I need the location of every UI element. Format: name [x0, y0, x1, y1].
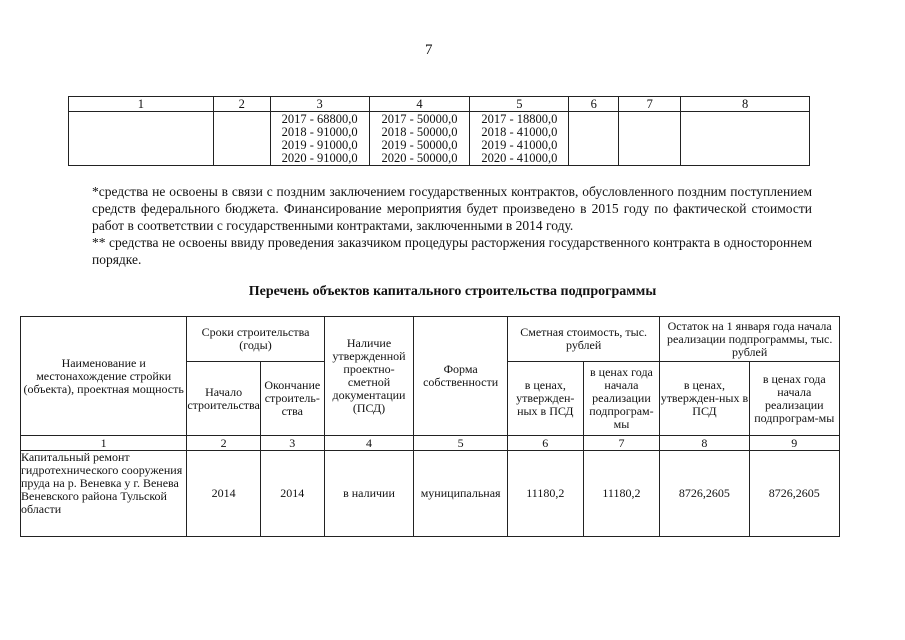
psd-status: в наличии	[324, 451, 414, 537]
footnote-1: *средства не освоены в связи с поздним заключением государственных контрактов, обусловленного поздним поступлением средств федерального бюджета. Финансирование мероприятия будет произведено в 2015 году по фактической стоимости работ в соответствии с государственными контрактами, заключенными в 2014 году.	[92, 184, 812, 233]
footnote-2: ** средства не освоены ввиду проведения заказчиком процедуры расторжения государственного контракта в одностороннем порядке.	[92, 235, 812, 267]
col-header: 7	[619, 97, 681, 112]
table-row	[21, 451, 840, 537]
funding-col5: 2017 - 18800,0 2018 - 41000,0 2019 - 41000,0 2020 - 41000,0	[470, 112, 569, 166]
ownership-form: муниципальная	[414, 451, 508, 537]
col-header: 5	[470, 97, 569, 112]
col-header: 1	[69, 97, 214, 112]
balance-start-year: 8726,2605	[749, 451, 839, 537]
page-number: 7	[425, 42, 433, 58]
col-header: 3	[270, 97, 369, 112]
header-balance-start-year: в ценах года начала реализации подпрограм-мы	[749, 362, 839, 436]
funding-col4: 2017 - 50000,0 2018 - 50000,0 2019 - 50000,0 2020 - 50000,0	[369, 112, 470, 166]
col-header: 4	[369, 97, 470, 112]
col-header: 6	[569, 97, 619, 112]
footnotes	[92, 183, 812, 268]
start-year: 2014	[187, 451, 261, 537]
table-header-row	[21, 317, 840, 362]
header-ownership: Форма собственности	[414, 317, 508, 436]
end-year: 2014	[260, 451, 324, 537]
table-row	[69, 112, 810, 166]
header-estimated-cost: Сметная стоимость, тыс. рублей	[507, 317, 659, 362]
col-header: 2	[213, 97, 270, 112]
header-name: Наименование и местонахождение стройки (объекта), проектная мощность	[21, 317, 187, 436]
section-title: Перечень объектов капитального строительства подпрограммы	[248, 284, 657, 299]
table-header-row	[69, 97, 810, 112]
header-cost-psd: в ценах, утвержден-ных в ПСД	[507, 362, 583, 436]
header-psd: Наличие утвержденной проектно-сметной документации (ПСД)	[324, 317, 414, 436]
funding-col3: 2017 - 68800,0 2018 - 91000,0 2019 - 91000,0 2020 - 91000,0	[270, 112, 369, 166]
header-balance-psd: в ценах, утвержден-ных в ПСД	[660, 362, 749, 436]
header-balance: Остаток на 1 января года начала реализации подпрограммы, тыс. рублей	[660, 317, 840, 362]
balance-psd: 8726,2605	[660, 451, 749, 537]
header-cost-start-year: в ценах года начала реализации подпрограм-мы	[583, 362, 660, 436]
cost-start-year: 11180,2	[583, 451, 660, 537]
cost-psd: 11180,2	[507, 451, 583, 537]
header-start: Начало строительства	[187, 362, 261, 436]
funding-table	[68, 96, 810, 166]
capital-objects-table	[20, 316, 840, 537]
header-end: Окончание строитель-ства	[260, 362, 324, 436]
col-header: 8	[681, 97, 810, 112]
object-name: Капитальный ремонт гидротехнического сооружения пруда на р. Веневка у г. Венева Веневского района Тульской области	[21, 451, 187, 537]
header-terms: Сроки строительства (годы)	[187, 317, 324, 362]
column-number-row: 1 2 3 4 5 6 7 8 9	[21, 436, 840, 451]
